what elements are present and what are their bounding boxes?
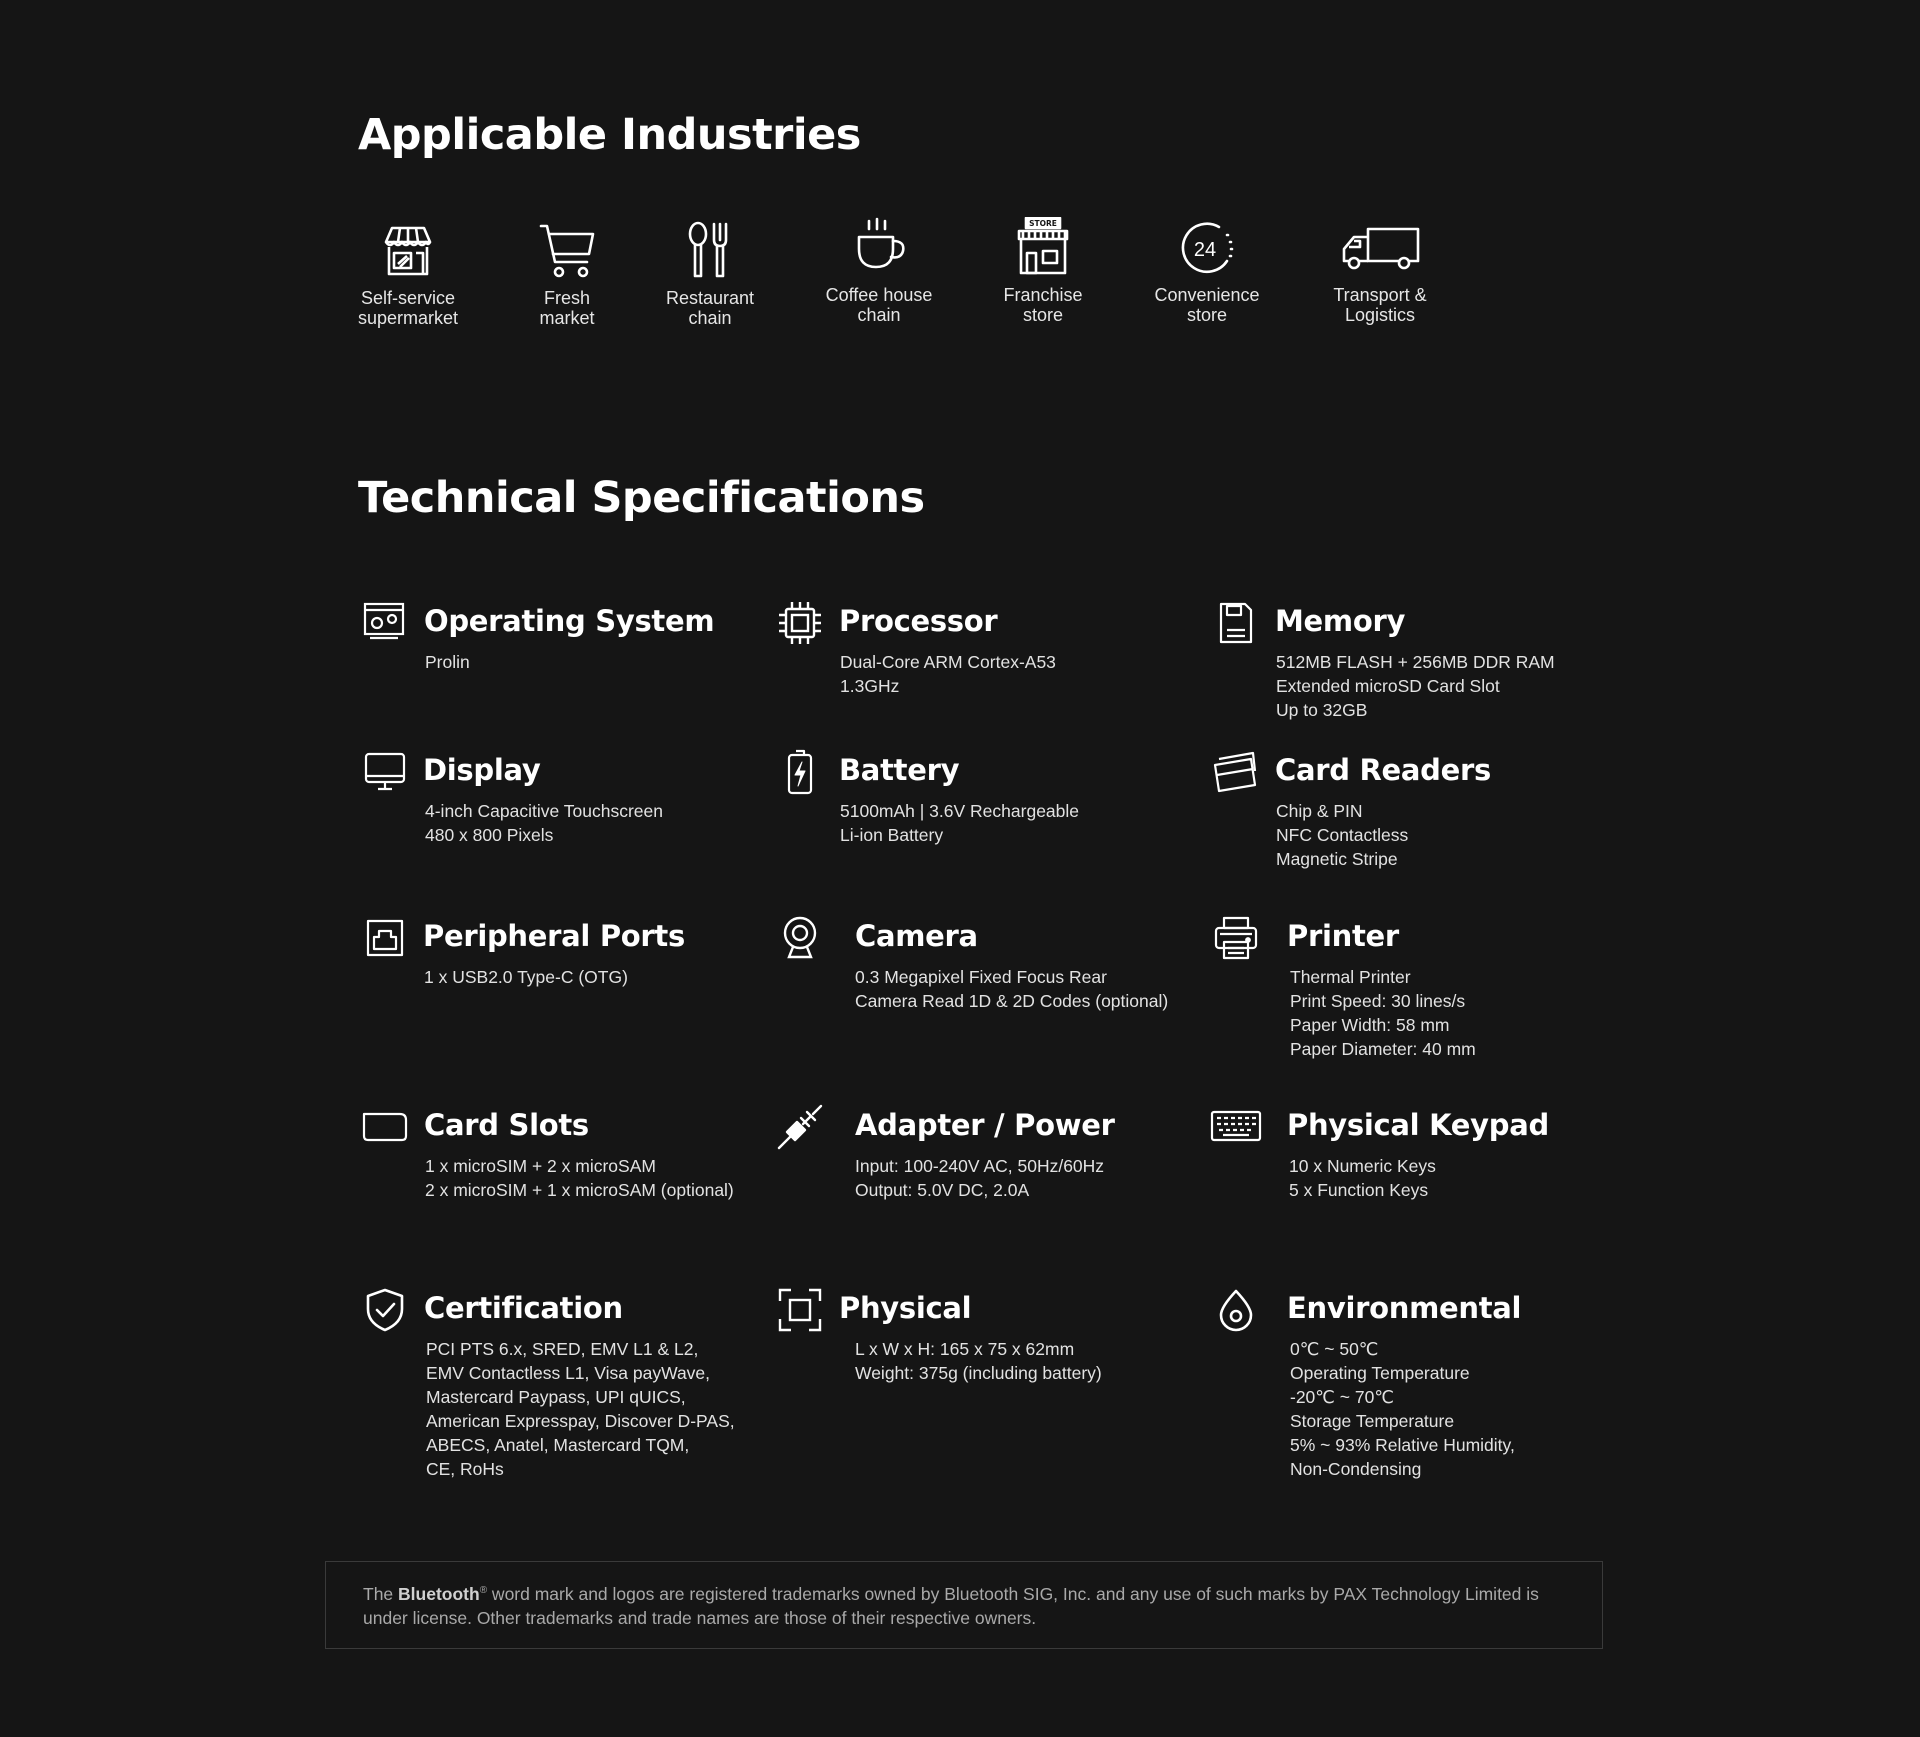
printer-icon [1213,915,1259,961]
spec-line: ABECS, Anatel, Mastercard TQM, [426,1435,690,1455]
spec-line: 512MB FLASH + 256MB DDR RAM [1276,652,1555,672]
spec-line: 1 x USB2.0 Type-C (OTG) [424,967,628,987]
spec-line: NFC Contactless [1276,825,1409,845]
os-icon [362,600,408,646]
footnote-text: word mark and logos are registered trademarks owned by Bluetooth SIG, Inc. and any use of such marks by PAX Technology Limited is under license. Other trademarks and trade names are those of their respective owners. [363,1583,1539,1628]
spec-title: Environmental [1287,1291,1522,1325]
memory-card-icon [1213,600,1259,646]
spec-values [1290,965,1476,1061]
spec-title: Certification [424,1291,623,1325]
industry-label: Self-service supermarket [357,288,459,328]
spec-line: -20℃ ~ 70℃ [1290,1387,1395,1407]
spec-line: 4-inch Capacitive Touchscreen [425,801,664,821]
keyboard-icon [1210,1104,1262,1150]
spec-line: Input: 100-240V AC, 50Hz/60Hz [855,1156,1105,1176]
dimensions-icon [777,1287,823,1333]
spec-line: Camera Read 1D & 2D Codes (optional) [855,991,1169,1011]
spec-title: Operating System [424,604,715,638]
spec-line: 5100mAh | 3.6V Rechargeable [840,801,1080,821]
spec-title: Physical Keypad [1287,1108,1549,1142]
franchise-store-icon [1011,217,1075,281]
spec-line: Paper Diameter: 40 mm [1290,1039,1476,1059]
spec-values [855,965,1168,1013]
spec-line: Paper Width: 58 mm [1290,1015,1450,1035]
spec-line: Li-ion Battery [840,825,944,845]
spec-line: 5 x Function Keys [1289,1180,1429,1200]
spec-line: Operating Temperature [1290,1363,1470,1383]
spec-line: CE, RoHs [426,1459,504,1479]
spec-values [426,1337,735,1481]
spec-line: Chip & PIN [1276,801,1363,821]
trademark-footnote [325,1561,1603,1649]
spec-title: Display [423,753,541,787]
24-hour-icon [1175,217,1239,281]
spec-values [1276,650,1555,722]
spec-line: Weight: 375g (including battery) [855,1363,1102,1383]
spec-line: Up to 32GB [1276,700,1368,720]
spec-line: Storage Temperature [1290,1411,1455,1431]
industry-label: Coffee house chain [825,285,933,325]
spec-line: 0.3 Megapixel Fixed Focus Rear [855,967,1107,987]
spec-values [855,1337,1102,1385]
spec-line: PCI PTS 6.x, SRED, EMV L1 & L2, [426,1339,699,1359]
spec-line: American Expresspay, Discover D-PAS, [426,1411,735,1431]
power-plug-icon [777,1104,823,1150]
spec-title: Card Readers [1275,753,1491,787]
spec-title: Physical [839,1291,972,1325]
spec-values [425,1154,734,1202]
card-reader-icon [1213,749,1259,795]
spec-line: 1.3GHz [840,676,900,696]
spec-line: L x W x H: 165 x 75 x 62mm [855,1339,1075,1359]
webcam-icon [777,915,823,961]
spec-title: Camera [855,919,978,953]
spec-line: Non-Condensing [1290,1459,1422,1479]
industry-convenience-store [1132,217,1282,325]
spec-line: 1 x microSIM + 2 x microSAM [425,1156,656,1176]
cutlery-icon [678,220,742,284]
shield-check-icon [362,1287,408,1333]
spec-line: Print Speed: 30 lines/s [1290,991,1466,1011]
spec-title: Processor [839,604,998,638]
water-drop-icon [1213,1287,1259,1333]
spec-title: Memory [1275,604,1406,638]
storefront-icon [376,220,440,284]
spec-title: Peripheral Ports [423,919,685,953]
svg-text:STORE: STORE [1029,219,1057,228]
spec-values [855,1154,1104,1202]
spec-line: 0℃ ~ 50℃ [1290,1339,1379,1359]
delivery-truck-icon [1338,217,1422,281]
spec-title: Printer [1287,919,1399,953]
spec-line: Dual-Core ARM Cortex-A53 [840,652,1056,672]
industries-title: Applicable Industries [358,110,861,160]
spec-values [425,799,663,847]
registered-mark: ® [479,1585,488,1596]
spec-title: Card Slots [424,1108,589,1142]
industry-franchise-store [968,217,1118,325]
specs-title: Technical Specifications [358,473,925,523]
industry-coffee-house-chain [804,217,954,325]
spec-values [1289,1154,1436,1202]
spec-line: Output: 5.0V DC, 2.0A [855,1180,1030,1200]
shopping-cart-icon [535,220,599,284]
spec-values [840,650,1056,698]
industry-label: Convenience store [1154,285,1260,325]
spec-values [840,799,1079,847]
spec-line: 480 x 800 Pixels [425,825,554,845]
spec-title: Adapter / Power [855,1108,1115,1142]
bluetooth-brand: Bluetooth [398,1583,480,1604]
industry-label: Franchise store [1003,285,1083,325]
industry-transport-logistics [1305,217,1455,325]
sim-card-icon [362,1104,408,1150]
spec-line: 5% ~ 93% Relative Humidity, [1290,1435,1515,1455]
monitor-icon [362,749,408,795]
coffee-cup-icon [847,217,911,281]
industry-label: Fresh market [539,288,595,328]
spec-line: Prolin [425,652,470,672]
spec-line: Mastercard Paypass, UPI qUICS, [426,1387,686,1407]
spec-title: Battery [839,753,960,787]
industry-label: Transport & Logistics [1333,285,1427,325]
industry-self-service-supermarket [333,220,483,328]
industry-restaurant-chain [635,220,785,328]
spec-line: Thermal Printer [1290,967,1411,987]
footnote-prefix: The [363,1583,399,1604]
industry-label: Restaurant chain [665,288,755,328]
battery-icon [777,749,823,795]
processor-chip-icon [777,600,823,646]
spec-line: 10 x Numeric Keys [1289,1156,1436,1176]
spec-values [1290,1337,1515,1481]
spec-values [1276,799,1408,871]
port-icon [362,915,408,961]
spec-line: Extended microSD Card Slot [1276,676,1500,696]
spec-line: Magnetic Stripe [1276,849,1398,869]
svg-text:24: 24 [1193,239,1217,261]
industry-fresh-market [492,220,642,328]
spec-line: EMV Contactless L1, Visa payWave, [426,1363,711,1383]
spec-line: 2 x microSIM + 1 x microSAM (optional) [425,1180,734,1200]
spec-values [425,650,470,674]
spec-values [424,965,628,989]
